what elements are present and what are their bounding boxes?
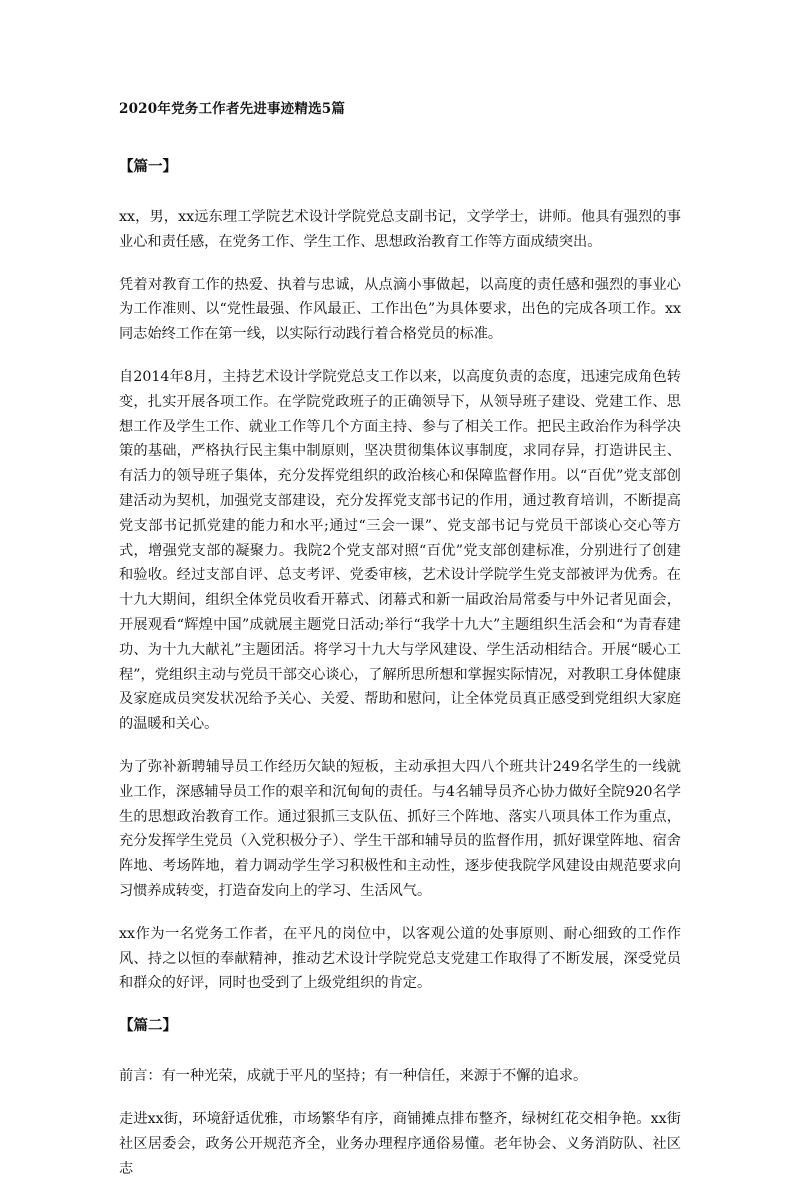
section-heading: 【篇二】 bbox=[119, 1017, 177, 1035]
paragraph: 走进xx街，环境舒适优雅，市场繁华有序，商铺摊点排布整齐，绿树红花交相争艳。xx街社区居委会，政务公开规范齐全，业务办理程序通俗易懂。老年协会、义务消防队、社区志 bbox=[119, 1110, 681, 1177]
section-heading: 【篇一】 bbox=[119, 158, 177, 175]
paragraph: xx作为一名党务工作者，在平凡的岗位中，以客观公道的处事原则、耐心细致的工作作风、持之以恒的奉献精神，推动艺术设计学院党总支党建工作取得了不断发展，深受党员和群众的好评，同时也受到了上级党组织的肯定。 bbox=[119, 925, 681, 992]
paragraph: xx，男，xx远东理工学院艺术设计学院党总支副书记，文学学士，讲师。他具有强烈的事业心和责任感，在党务工作、学生工作、思想政治教育工作等方面成绩突出。 bbox=[119, 209, 681, 250]
paragraph: 前言：有一种光荣，成就于平凡的坚持；有一种信任，来源于不懈的追求。 bbox=[119, 1068, 588, 1085]
paragraph: 为了弥补新聘辅导员工作经历欠缺的短板，主动承担大四八个班共计249名学生的一线就业工作，深感辅导员工作的艰辛和沉甸甸的责任。与4名辅导员齐心协力做好全院920名学生的思想政治教育工作。通过狠抓三支队伍、抓好三个阵地、落实八项具体工作为重点，充分发挥学生党员（入党积极分子）、学生干部和辅导员的监督作用，抓好课堂阵地、宿舍阵地、考场阵地，着力调动学生学习积极性和主动性，逐步使我院学风建设由规范要求向习惯养成转变，打造奋发向上的学习、生活风气。 bbox=[119, 758, 681, 899]
document-body bbox=[119, 155, 681, 1199]
paragraph: 凭着对教育工作的热爱、执着与忠诚，从点滴小事做起，以高度的责任感和强烈的事业心为工作准则、以“党性最强、作风最正、工作出色”为具体要求，出色的完成各项工作。xx同志始终工作在第一线，以实际行动践行着合格党员的标准。 bbox=[119, 276, 681, 343]
paragraph: 自2014年8月，主持艺术设计学院党总支工作以来，以高度负责的态度，迅速完成角色转变，扎实开展各项工作。在学院党政班子的正确领导下，从领导班子建设、党建工作、思想工作及学生工作、就业工作等几个方面主持、参与了相关工作。把民主政治作为科学决策的基础，严格执行民主集中制原则，坚决贯彻集体议事制度，求同存异，打造讲民主、有活力的领导班子集体，充分发挥党组织的政治核心和保障监督作用。以“百优”党支部创建活动为契机，加强党支部建设，充分发挥党支部书记的作用，通过教育培训，不断提高党支部书记抓党建的能力和水平;通过“三会一课”、党支部书记与党员干部谈心交心等方式，增强党支部的凝聚力。我院2个党支部对照“百优”党支部创建标准，分别进行了创建和验收。经过支部自评、总支考评、党委审核，艺术设计学院学生党支部被评为优秀。在十九大期间，组织全体党员收看开幕式、闭幕式和新一届政治局常委与中外记者见面会，开展观看“辉煌中国”成就展主题党日活动;举行“我学十九大”主题组织生活会和“为青春建功、为十九大献礼”主题团活。将学习十九大与学风建设、学生活动相结合。开展“暖心工程”，党组织主动与党员干部交心谈心，了解所思所想和掌握实际情况，对教职工身体健康及家庭成员突发状况给予关心、关爱、帮助和慰问，让全体党员真正感受到党组织大家庭的温暖和关心。 bbox=[119, 368, 681, 733]
document-title: 2020年党务工作者先进事迹精选5篇 bbox=[119, 101, 346, 117]
